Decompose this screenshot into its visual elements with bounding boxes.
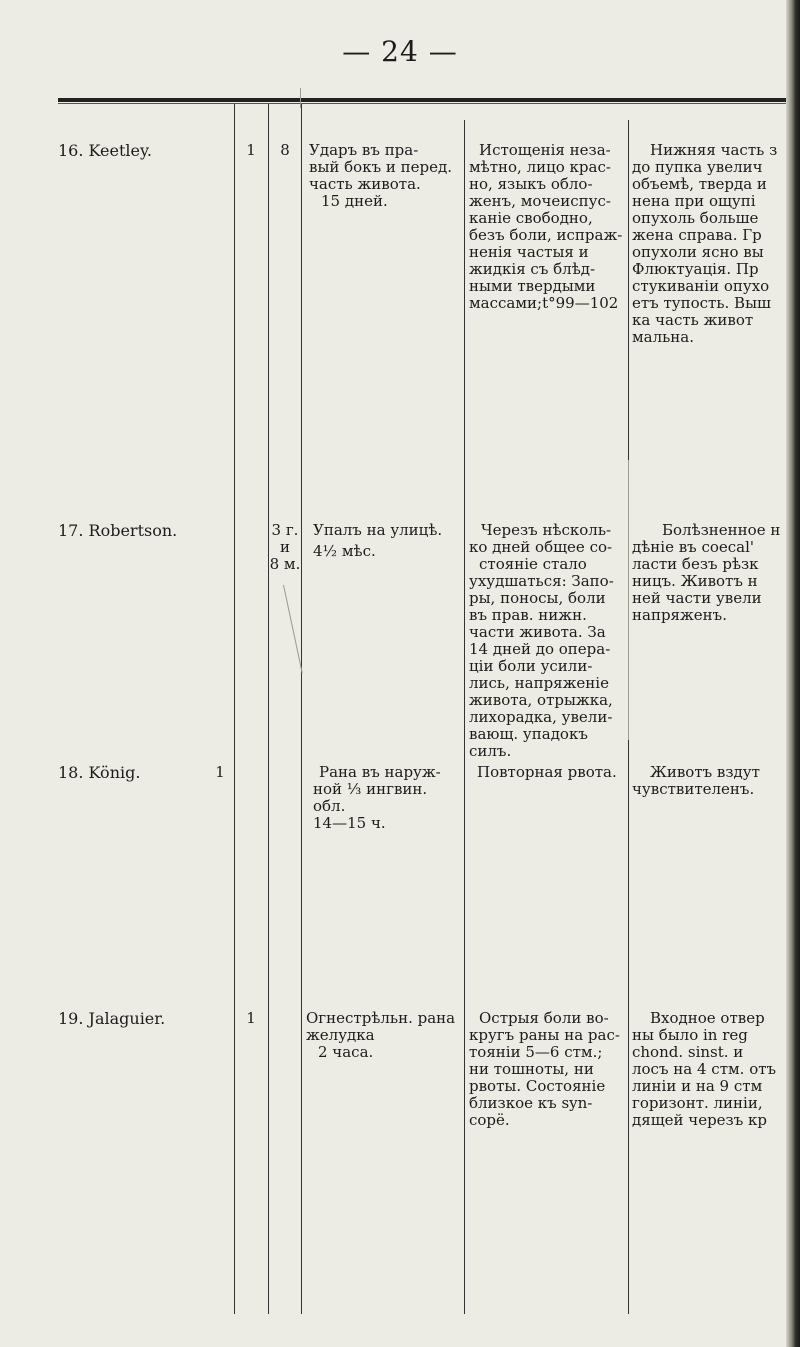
text-line: Ударъ въ пра- (309, 142, 419, 159)
text-line: горизонт. линіи, (632, 1095, 763, 1112)
symptoms-cell (469, 142, 625, 312)
pencil-mark (300, 88, 301, 108)
text-line: желудка (306, 1027, 375, 1044)
pencil-mark (283, 585, 303, 673)
case-name: 17. Robertson. (58, 521, 178, 540)
text-line: въ прав. нижн. (469, 607, 587, 624)
text-line: copё. (469, 1112, 510, 1129)
symptoms-cell (469, 522, 625, 760)
text-line: до пупка увелич (632, 159, 763, 176)
case-age: 8 (280, 141, 290, 159)
pencil-mark (628, 460, 629, 740)
symptoms-cell (469, 764, 625, 781)
findings-cell (632, 522, 782, 624)
text-line: жена справа. Гр (632, 227, 762, 244)
injury-cell (306, 1010, 462, 1061)
findings-cell (632, 142, 782, 346)
text-line: ни тошноты, ни (469, 1061, 594, 1078)
text-line: 3 г. (271, 522, 299, 539)
text-line: рвоты. Состояніе (469, 1078, 606, 1095)
text-line: 14 дней до опера- (469, 641, 611, 658)
text-line: близкое къ syn- (469, 1095, 593, 1112)
text-line: ласти безъ рѣзк (632, 556, 759, 573)
text-line: напряженъ. (632, 607, 727, 624)
case-name: 18. König. (58, 763, 141, 782)
text-line: ухудшаться: Запо- (469, 573, 614, 590)
text-line: Животъ вздут (650, 764, 760, 781)
column-rule (234, 104, 235, 1314)
text-line: часть живота. (309, 176, 421, 193)
text-line: Нижняя часть з (650, 142, 778, 159)
text-line: лись, напряженіе (469, 675, 609, 692)
injury-cell (313, 764, 463, 832)
text-line: Истощенія неза- (479, 142, 611, 159)
text-line: каніе свободно, (469, 210, 593, 227)
text-line: Огнестрѣльн. рана (306, 1010, 456, 1027)
text-line: линіи и на 9 стм (632, 1078, 763, 1095)
column-rule (301, 104, 302, 1314)
text-line: етъ тупость. Выш (632, 295, 771, 312)
text-line: 4½ мѣс. (313, 543, 376, 560)
text-line: ной ⅓ ингвин. (313, 781, 428, 798)
text-line: дѣніе въ coecal' (632, 539, 755, 556)
text-line: ней части увели (632, 590, 762, 607)
text-line: Упалъ на улицѣ. (313, 522, 443, 539)
case-name: 19. Jalaguier. (58, 1009, 166, 1028)
text-line: вый бокъ и перед. (309, 159, 453, 176)
text-line: чувствителенъ. (632, 781, 755, 798)
text-line: стукиваніи опухо (632, 278, 770, 295)
text-line: ры, поносы, боли (469, 590, 606, 607)
table-top-rule-thin (58, 103, 793, 104)
text-line: опухоль больше (632, 210, 759, 227)
text-line: объемѣ, тверда и (632, 176, 767, 193)
table-top-rule (58, 98, 793, 102)
text-line: и (280, 539, 290, 556)
text-line: вающ. упадокъ (469, 726, 588, 743)
text-line: ненія частыя и (469, 244, 589, 261)
text-line: кругъ раны на рас- (469, 1027, 620, 1044)
text-line: жидкія съ блѣд- (469, 261, 596, 278)
text-line: ницъ. Животъ н (632, 573, 758, 590)
text-line: части живота. За (469, 624, 606, 641)
text-line: безъ боли, испраж- (469, 227, 623, 244)
text-line: 2 часа. (318, 1044, 374, 1061)
text-line: ны было in reg (632, 1027, 748, 1044)
text-line: тояніи 5—6 стм.; (469, 1044, 603, 1061)
text-line: chond. sinst. и (632, 1044, 744, 1061)
text-line: Повторная рвота. (477, 764, 617, 781)
findings-cell (632, 764, 782, 798)
text-line: силъ. (469, 743, 512, 760)
text-line: лихорадка, увели- (469, 709, 613, 726)
findings-cell (632, 1010, 782, 1129)
text-line: лосъ на 4 стм. отъ (632, 1061, 777, 1078)
text-line: но, языкъ обло- (469, 176, 593, 193)
text-line: Рана въ наруж- (319, 764, 441, 781)
text-line: Болѣзненное н (662, 522, 781, 539)
text-line: опухоли ясно вы (632, 244, 764, 261)
text-line: ными твердыми (469, 278, 596, 295)
case-name: 16. Keetley. (58, 141, 153, 160)
text-line: нена при ощупі (632, 193, 756, 210)
text-line: массами;t°99—102 (469, 295, 619, 312)
column-rule (464, 120, 465, 1314)
case-count: 1 (246, 1009, 256, 1027)
text-line: женъ, мочеиспус- (469, 193, 611, 210)
text-line: ко дней общее со- (469, 539, 613, 556)
column-rule (268, 104, 269, 1314)
text-line: ка часть живот (632, 312, 754, 329)
case-count: 1 (215, 763, 225, 781)
text-line: Черезъ нѣсколь- (481, 522, 612, 539)
text-line: 14—15 ч. (313, 815, 386, 832)
symptoms-cell (469, 1010, 625, 1129)
text-line: мальна. (632, 329, 695, 346)
book-spine-edge (786, 0, 800, 1347)
case-age (269, 522, 301, 573)
text-line: мѣтно, лицо крас- (469, 159, 611, 176)
text-line: живота, отрыжка, (469, 692, 613, 709)
text-line: обл. (313, 798, 346, 815)
text-line: Входное отвер (650, 1010, 765, 1027)
text-line: 8 м. (269, 556, 301, 573)
text-line: дящей черезъ кр (632, 1112, 768, 1129)
case-count: 1 (246, 141, 256, 159)
injury-cell (309, 142, 461, 210)
text-line: Флюктуація. Пр (632, 261, 759, 278)
text-line: ціи боли усили- (469, 658, 593, 675)
text-line: стояніе стало (479, 556, 587, 573)
page-number: — 24 — (342, 35, 458, 68)
text-line: 15 дней. (321, 193, 388, 210)
injury-cell (313, 522, 463, 560)
text-line: Острыя боли во- (479, 1010, 609, 1027)
